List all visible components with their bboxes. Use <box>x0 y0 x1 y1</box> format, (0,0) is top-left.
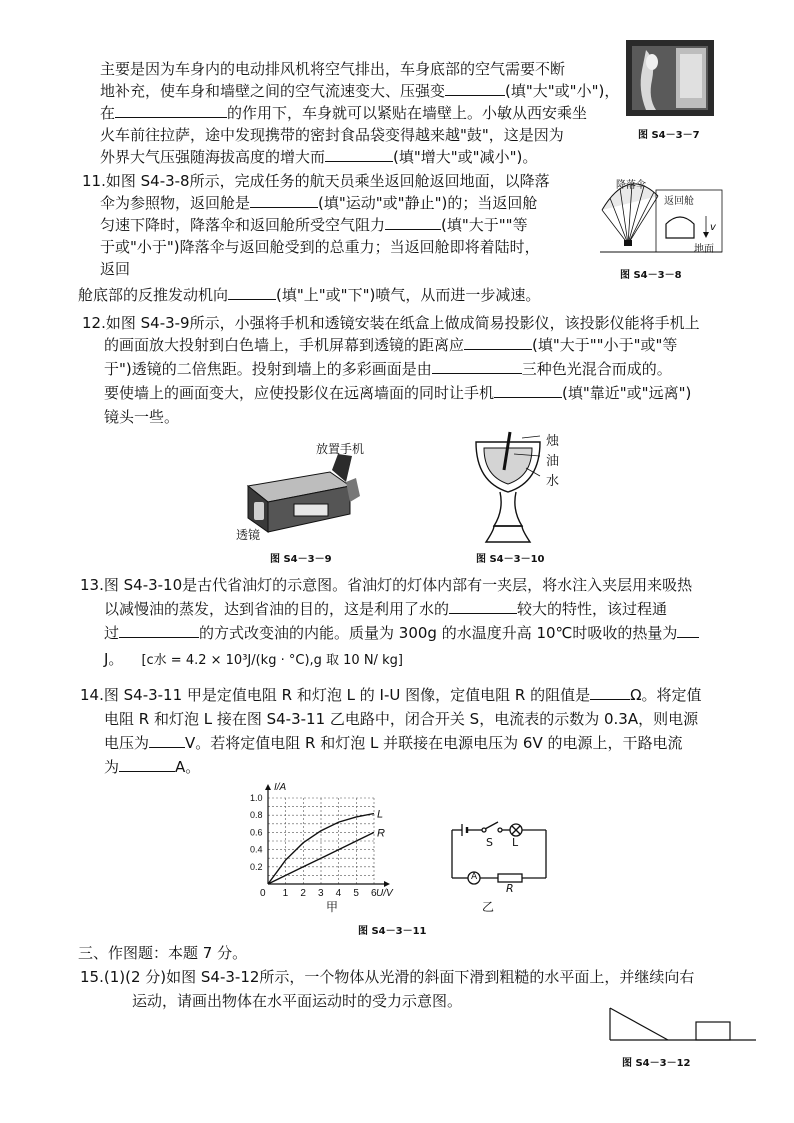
q10-text: 在 <box>100 104 116 122</box>
figure-caption: 图 S4－3－8 <box>620 270 682 281</box>
q10-line-2 <box>100 80 619 102</box>
q11-line-4: 于或"小于")降落伞与返回舱受到的总重力；当返回舱即将着陆时， <box>100 238 540 256</box>
label-resistor-R: R <box>506 882 514 895</box>
figure-caption: 图 S4－3－12 <box>622 1058 691 1069</box>
section-3-title: 三、作图题：本题 7 分。 <box>78 944 248 962</box>
q14-line-4 <box>104 756 200 778</box>
answer-blank[interactable] <box>119 622 199 638</box>
q10-line-4: 火车前往拉萨，途中发现携带的密封食品袋变得越来越"鼓"，这是因为 <box>100 126 564 144</box>
y-tick-label: 0.6 <box>250 827 263 838</box>
q12-text: 于")透镜的二倍焦距。投射到墙上的多彩画面是由 <box>104 360 432 378</box>
label-oil: 油 <box>546 454 560 469</box>
x-tick-label: 2 <box>300 888 306 899</box>
figure-caption: 图 S4－3－9 <box>270 554 332 565</box>
label-lamp-L: L <box>512 836 519 849</box>
q14-line-3 <box>104 732 682 754</box>
q12-text: 三种色光混合而成的。 <box>521 360 672 378</box>
figure-s4-3-9-projector <box>234 452 364 536</box>
y-tick-label: 0.2 <box>250 861 263 872</box>
sub-label-yi: 乙 <box>482 900 495 914</box>
answer-blank[interactable] <box>677 622 699 638</box>
q14-text: Ω。将定值 <box>630 686 702 704</box>
q13-line-3 <box>104 622 699 644</box>
series-label-L: L <box>377 808 384 821</box>
q13-line-2 <box>104 598 667 620</box>
q11-line-5: 返回 <box>100 260 131 278</box>
x-tick-label: 6 <box>371 888 377 899</box>
y-tick-label: 1.0 <box>250 793 263 803</box>
answer-blank[interactable] <box>385 214 441 230</box>
x-tick-label: 1 <box>282 888 289 899</box>
figure-s4-3-7-photo <box>626 40 714 116</box>
q14-text: 14.图 S4-3-11 甲是定值电阻 R 和灯泡 L 的 I-U 图像，定值电阻 R 的阻值是 <box>80 686 591 704</box>
q11-text: (填"上"或"下")喷气，从而进一步减速。 <box>276 286 541 304</box>
q13-text: 过 <box>104 624 120 642</box>
y-tick-label: 0.4 <box>250 844 263 855</box>
answer-blank[interactable] <box>119 756 175 772</box>
q11-text: (填"运动"或"静止")的；当返回舱 <box>318 194 538 212</box>
figure-s4-3-11-iu-chart <box>248 780 412 904</box>
answer-blank[interactable] <box>115 102 227 118</box>
q11-text: (填"大于""等 <box>441 216 528 234</box>
q12-text: (填"大于""小于"或"等 <box>532 336 678 354</box>
figure-caption: 图 S4－3－7 <box>638 130 700 141</box>
q10-text: 的作用下，车身就可以紧贴在墙壁上。小敏从西安乘坐 <box>227 104 588 122</box>
q10-text: (填"大"或"小")， <box>505 82 620 100</box>
y-axis-arrow <box>265 784 271 790</box>
label-ammeter-A: A <box>471 872 478 882</box>
q11-line-2 <box>100 192 537 214</box>
answer-blank[interactable] <box>432 358 522 374</box>
q10-text: (填"增大"或"减小")。 <box>393 148 538 166</box>
q10-line-1: 主要是因为车身内的电动排风机将空气排出，车身底部的空气需要不断 <box>100 60 566 78</box>
q11-text: 匀速下降时，降落伞和返回舱所受空气阻力 <box>100 216 386 234</box>
answer-blank[interactable] <box>149 732 185 748</box>
label-capsule: 返回舱 <box>664 196 694 207</box>
q12-line-4 <box>104 382 691 404</box>
q13-text: 的方式改变油的内能。质量为 300g 的水温度升高 10℃时吸收的热量为 <box>199 624 678 642</box>
q14-text: 为 <box>104 758 120 776</box>
q12-text: 要使墙上的画面变大，应使投影仪在远离墙面的同时让手机 <box>104 384 495 402</box>
q14-text: 电压为 <box>104 734 150 752</box>
q11-line-1: 11.如图 S4-3-8所示，完成任务的航天员乘坐返回舱返回地面，以降落 <box>82 172 550 190</box>
label-switch-S: S <box>486 836 493 849</box>
answer-blank[interactable] <box>228 284 276 300</box>
q11-text: 舱底部的反推发动机向 <box>78 286 229 304</box>
q10-text: 外界大气压强随海拔高度的增大而 <box>100 148 326 166</box>
figure-s4-3-12-incline <box>606 1004 758 1046</box>
sub-label-jia: 甲 <box>326 900 339 914</box>
x-tick-label: 5 <box>353 888 359 899</box>
answer-blank[interactable] <box>464 334 532 350</box>
answer-blank[interactable] <box>250 192 318 208</box>
label-lens: 透镜 <box>236 528 261 542</box>
q12-line-5: 镜头一些。 <box>104 408 180 426</box>
q13-line-4 <box>104 648 403 672</box>
figure-caption: 图 S4－3－10 <box>476 554 545 565</box>
q11-text: 伞为参照物，返回舱是 <box>100 194 251 212</box>
q11-line-6 <box>78 284 540 306</box>
y-tick-label: 0.8 <box>250 810 263 821</box>
q12-text: 的画面放大投射到白色墙上，手机屏幕到透镜的距离应 <box>104 336 465 354</box>
figure-s4-3-11-circuit <box>448 816 552 898</box>
answer-blank[interactable] <box>494 382 562 398</box>
x-tick-label: 4 <box>335 888 342 899</box>
label-wick: 烛 <box>546 434 560 449</box>
q13-line-1: 13.图 S4-3-10是古代省油灯的示意图。省油灯的灯体内部有一夹层，将水注入夹层用来吸热 <box>80 576 693 594</box>
q14-text: V。若将定值电阻 R 和灯泡 L 并联接在电源电压为 6V 的电源上，干路电流 <box>185 734 683 752</box>
figure-s4-3-10-oil-lamp <box>470 430 546 548</box>
q14-text: A。 <box>175 758 201 776</box>
series-label-R: R <box>377 827 385 840</box>
label-parachute: 降落伞 <box>616 180 646 191</box>
q10-line-3 <box>100 102 587 124</box>
x-tick-label: 3 <box>318 888 324 899</box>
answer-blank[interactable] <box>325 146 393 162</box>
series-line-R <box>268 832 374 884</box>
label-water: 水 <box>546 474 560 489</box>
figure-caption: 图 S4－3－11 <box>358 926 427 937</box>
q10-text: 地补充，使车身和墙壁之间的空气流速变大、压强变 <box>100 82 446 100</box>
q12-line-3 <box>104 358 672 380</box>
q14-line-1 <box>80 684 702 706</box>
q11-line-3 <box>100 214 528 236</box>
label-velocity: v <box>710 222 716 233</box>
x-axis-label: U/V <box>376 888 393 899</box>
q13-text: J。 <box>104 650 124 668</box>
q12-line-1: 12.如图 S4-3-9所示，小强将手机和透镜安装在纸盒上做成简易投影仪，该投影仪能将手机上 <box>82 314 700 332</box>
q12-text: (填"靠近"或"远离") <box>562 384 692 402</box>
q10-line-5 <box>100 146 537 168</box>
q12-line-2 <box>104 334 677 356</box>
q15-line-1: 15.(1)(2 分)如图 S4-3-12所示，一个物体从光滑的斜面下滑到粗糙的水平面上，并继续向右 <box>80 968 695 986</box>
label-ground: 地面 <box>694 244 714 255</box>
q13-text: 以减慢油的蒸发，达到省油的目的，这是利用了水的 <box>104 600 450 618</box>
label-phone: 放置手机 <box>316 442 365 456</box>
x-axis-arrow <box>384 881 390 887</box>
y-axis-label: I/A <box>274 782 287 793</box>
x-tick-label: 0 <box>260 888 266 899</box>
q14-line-2: 电阻 R 和灯泡 L 接在图 S4-3-11 乙电路中，闭合开关 S，电流表的示数为 0.3A，则电源 <box>104 710 699 728</box>
q13-text: 较大的特性，该过程通 <box>517 600 668 618</box>
answer-blank[interactable] <box>449 598 517 614</box>
q15-line-2: 运动，请画出物体在水平面运动时的受力示意图。 <box>132 992 463 1010</box>
q13-formula: [c水 = 4.2 × 10³J/(kg · °C),g 取 10 N/ kg] <box>141 653 403 668</box>
answer-blank[interactable] <box>590 684 630 700</box>
answer-blank[interactable] <box>445 80 505 96</box>
